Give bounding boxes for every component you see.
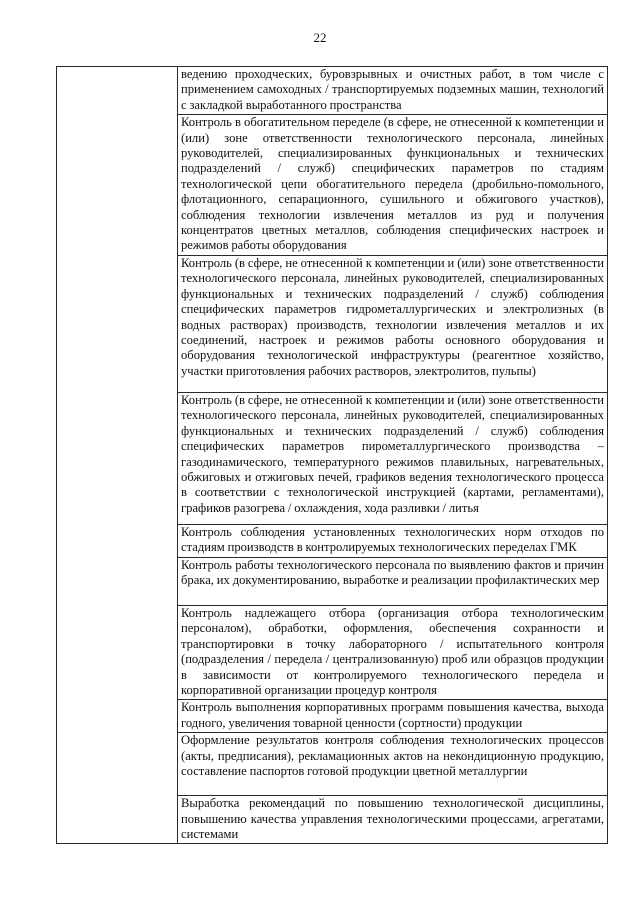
table-cell (178, 557, 608, 605)
page-number: 22 (313, 30, 327, 45)
table-row (57, 67, 608, 115)
table-cell (178, 67, 608, 115)
row-text: Контроль выполнения корпоративных программ повышения качества, выхода годного, увеличения товарной ценности (сортности) продукции (181, 700, 604, 730)
row-text: Контроль надлежащего отбора (организация отбора технологическим персоналом), обработки, оформления, обеспечения сохранности и транспортировки в точку лабораторного / испытательного контроля (подразделения / передела / централизованную) проб или образцов продукции в зависимости от контролируемого технологического передела и корпоративной организации процедур контроля (181, 605, 604, 697)
table-cell (178, 115, 608, 256)
row-text: Контроль (в сфере, не отнесенной к компетенции и (или) зоне ответственности технологического персонала, линейных руководителей, специализированных функциональных и технических подразделений / служб) соблюдения специфических параметров гидрометаллургических и электролизных (в водных растворах) производств, технологии извлечения металлов и их соединений, настроек и режимов работы основного оборудования и оборудования технологической инфраструктуры (реагентное хозяйство, участки приготовления рабочих растворов, электролитов, пульпы) (181, 255, 604, 378)
table-cell (178, 255, 608, 392)
row-text: Контроль в обогатительном переделе (в сфере, не отнесенной к компетенции и (или) зоне ответственности технологического персонала, линейных руководителей, специализированных функциональных и технических подразделений / служб) специфических параметров по стадиям технологической цепи обогатительного передела (дробильно-помольного, флотационного, сепарационного, сушильного и обжигового участков), соблюдения технологии извлечения металлов из руд и получения концентратов цветных металлов, соблюдения специфических настроек и режимов работы оборудования (181, 115, 604, 253)
table-cell (178, 700, 608, 733)
table-cell (178, 796, 608, 844)
table-cell (178, 733, 608, 796)
row-text: Контроль (в сфере, не отнесенной к компетенции и (или) зоне ответственности технологического персонала, линейных руководителей, специализированных функциональных и технических подразделений / служб) соблюдения специфических параметров пирометаллургического производства – газодинамического, температурного режимов плавильных, нагревательных, обжиговых и отжиговых печей, графиков ведения технологического процесса в соответствии с технологической инструкцией (картами, регламентами), графиков разогрева / охлаждения, хода разливки / литья (181, 392, 604, 515)
row-text: Контроль соблюдения установленных технологических норм отходов по стадиям производств в контролируемых технологических переделах ГМК (181, 524, 604, 555)
left-column-cell (57, 67, 178, 844)
labor-functions-table (56, 66, 608, 844)
table-cell (178, 524, 608, 557)
table-cell (178, 392, 608, 524)
table-cell (178, 605, 608, 699)
row-text: Оформление результатов контроля соблюдения технологических процессов (акты, предписания), рекламационных актов на некондиционную продукцию, составление паспортов готовой продукции цветной металлургии (181, 733, 604, 778)
row-text: ведению проходческих, буровзрывных и очистных работ, в том числе с применением самоходных / транспортируемых подземных машин, технологий с закладкой выработанного пространства (181, 67, 604, 112)
row-text: Контроль работы технологического персонала по выявлению фактов и причин брака, их документированию, выработке и реализации профилактических мер (181, 557, 604, 588)
row-text: Выработка рекомендаций по повышению технологической дисциплины, повышению качества управления технологическими процессами, агрегатами, системами (181, 796, 604, 841)
